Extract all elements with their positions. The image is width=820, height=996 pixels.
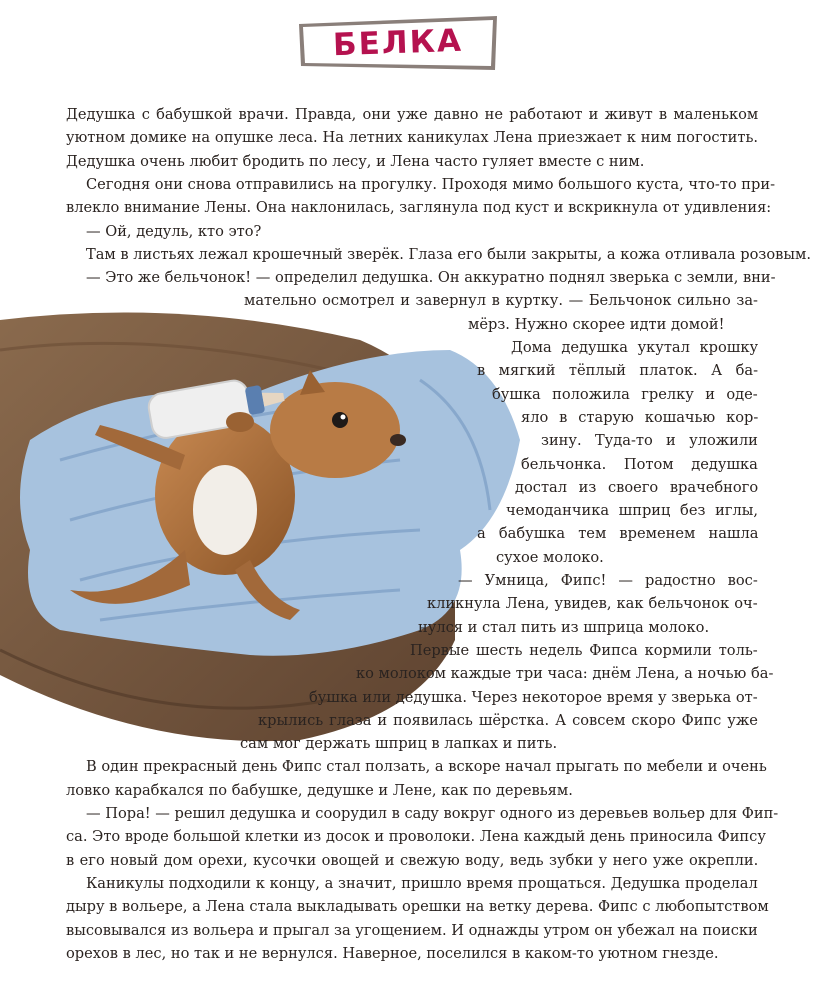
text-line: бушка положила грелку и оде-: [492, 385, 758, 403]
text-line: — Умница, Фипс! — радостно вос-: [458, 572, 758, 589]
text-line: мёрз. Нужно скорее идти домой!: [468, 315, 725, 333]
text-line: а бабушка тем временем нашла: [477, 525, 759, 543]
text-line: влекло внимание Лены. Она наклонилась, заглянула под куст и вскрикнула от удивления:: [66, 199, 772, 217]
squirrel-eye: [332, 412, 348, 428]
text-line: Каникулы подходили к концу, а значит, пришло время прощаться. Дедушка проделал: [86, 874, 758, 892]
text-line: — Ой, дедуль, кто это?: [86, 222, 262, 240]
text-line: кликнула Лена, увидев, как бельчонок оч-: [427, 595, 758, 613]
text-line: чемоданчика шприц без иглы,: [506, 502, 758, 520]
text-line: бельчонка. Потом дедушка: [521, 455, 758, 473]
text-line: Дедушка очень любит бродить по лесу, и Лена часто гуляет вместе с ним.: [66, 152, 645, 170]
text-line: в мягкий тёплый платок. А ба-: [477, 362, 759, 380]
text-line: высовывался из вольера и прыгал за угощением. И однажды утром он убежал на поиски: [66, 921, 758, 939]
text-line: достал из своего врачебного: [515, 478, 759, 496]
text-line: Там в листьях лежал крошечный зверёк. Глаза его были закрыты, а кожа отливала розовым.: [86, 245, 811, 263]
text-line: са. Это вроде большой клетки из досок и проволоки. Лена каждый день приносила Фипсу: [66, 828, 766, 846]
text-line: мательно осмотрел и завернул в куртку. — Бельчонок сильно за-: [244, 292, 758, 310]
text-line: бушка или дедушка. Через некоторое время у зверька от-: [309, 688, 758, 706]
text-line: яло в старую кошачью кор-: [521, 408, 759, 426]
text-line: крылись глаза и появилась шёрстка. А совсем скоро Фипс уже: [258, 711, 758, 729]
text-line: сам мог держать шприц в лапках и пить.: [240, 735, 558, 753]
text-line: — Это же бельчонок! — определил дедушка. Он аккуратно поднял зверька с земли, вни-: [86, 269, 776, 287]
text-line: сухое молоко.: [496, 548, 604, 566]
text-line: зину. Туда-то и уложили: [541, 432, 758, 450]
title-banner: [297, 14, 499, 72]
text-line: уютном домике на опушке леса. На летних каникулах Лена приезжает к ним погостить.: [66, 129, 759, 147]
text-line: Первые шесть недель Фипса кормили толь-: [410, 641, 758, 659]
page-title: БЕЛКА: [332, 22, 464, 64]
text-line: ко молоком каждые три часа: днём Лена, а ночью ба-: [356, 665, 774, 683]
text-line: дыру в вольере, а Лена стала выкладывать орешки на ветку дерева. Фипс с любопытством: [66, 898, 769, 916]
text-line: в его новый дом орехи, кусочки овощей и свежую воду, ведь зубки у него уже окрепли.: [66, 851, 759, 869]
text-line: В один прекрасный день Фипс стал ползать, а вскоре начал прыгать по мебели и очень: [86, 758, 767, 776]
text-line: — Пора! — решил дедушка и соорудил в саду вокруг одного из деревьев вольер для Фип-: [86, 805, 779, 822]
squirrel-head: [270, 382, 400, 478]
text-line: Сегодня они снова отправились на прогулку. Проходя мимо большого куста, что-то при-: [86, 175, 776, 193]
text-line: Дедушка с бабушкой врачи. Правда, они уже давно не работают и живут в маленьком: [66, 106, 759, 123]
text-line: нулся и стал пить из шприца молоко.: [418, 618, 710, 636]
text-line: Дома дедушка укутал крошку: [511, 339, 759, 356]
text-line: орехов в лес, но так и не вернулся. Наверное, поселился в каком-то уютном гнезде.: [66, 944, 719, 962]
text-line: ловко карабкался по бабушке, дедушке и Лене, как по деревьям.: [66, 781, 573, 799]
